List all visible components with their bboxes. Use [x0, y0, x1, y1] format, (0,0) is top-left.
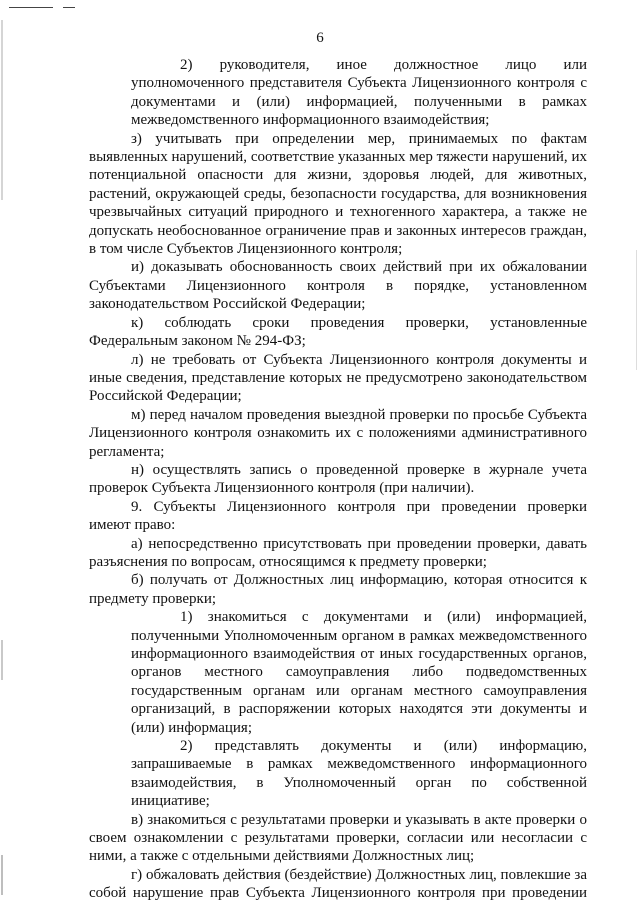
scan-edge	[636, 250, 637, 370]
page-number: 6	[316, 30, 324, 46]
scan-mark	[9, 7, 53, 8]
paragraph: к) соблюдать сроки проведения проверки, установленные Федеральным законом № 294-ФЗ;	[89, 314, 587, 350]
scan-edge	[1, 640, 3, 680]
body-text	[89, 56, 587, 903]
paragraph: 2) представлять документы и (или) информацию, запрашиваемые в рамках межведомственного информационного взаимодействия, в Уполномоченный орган по собственной инициативе;	[131, 738, 587, 810]
paragraph: и) доказывать обоснованность своих действий при их обжаловании Субъектами Лицензионного контроля в порядке, установленном законодательством Российской Федерации;	[89, 259, 587, 313]
paragraph: 9. Субъекты Лицензионного контроля при проведении проверки имеют право:	[89, 498, 587, 534]
paragraph: 2) руководителя, иное должностное лицо или уполномоченного представителя Субъекта Лицензионного контроля с документами и (или) информацией, полученными в рамках межведомственного информационного взаимодействия;	[131, 57, 587, 129]
scan-edge	[1, 855, 3, 895]
paragraph: л) не требовать от Субъекта Лицензионного контроля документы и иные сведения, представление которых не предусмотрено законодательством Российской Федерации;	[89, 351, 587, 405]
paragraph: 1) знакомиться с документами и (или) информацией, полученными Уполномоченным органом в рамках межведомственного информационного взаимодействия от иных государственных органов, органов местного самоуправления либо подведомственных государственным органам или органам местного самоуправления организаций, в распоряжении которых находятся эти документы и (или) информация;	[131, 609, 587, 736]
scan-edge	[1, 20, 3, 200]
paragraph: а) непосредственно присутствовать при проведении проверки, давать разъяснения по вопросам, относящимся к предмету проверки;	[89, 535, 587, 570]
paragraph: н) осуществлять запись о проведенной проверке в журнале учета проверок Субъекта Лицензионного контроля (при наличии).	[89, 461, 587, 497]
paragraph: м) перед началом проведения выездной проверки по просьбе Субъекта Лицензионного контроля ознакомить их с положениями административного регламента;	[89, 406, 587, 460]
paragraph: в) знакомиться с результатами проверки и указывать в акте проверки о своем ознакомлении с результатами проверки, согласии или несогласии с ними, а также с отдельными действиями Должностных лиц;	[89, 811, 587, 865]
scan-mark	[63, 7, 75, 8]
paragraph: з) учитывать при определении мер, принимаемых по фактам выявленных нарушений, соответствие указанных мер тяжести нарушений, их потенциальной опасности для жизни, здоровья людей, для животных, растений, окружающей среды, безопасности государства, для возникновения чрезвычайных ситуаций природного и техногенного характера, а также не допускать необоснованное ограничение прав и законных интересов граждан, в том числе Субъектов Лицензионного контроля;	[89, 130, 587, 258]
paragraph: г) обжаловать действия (бездействие) Должностных лиц, повлекшие за собой нарушение прав Субъекта Лицензионного контроля при проведении	[89, 866, 587, 902]
paragraph: б) получать от Должностных лиц информацию, которая относится к предмету проверки;	[89, 572, 587, 607]
